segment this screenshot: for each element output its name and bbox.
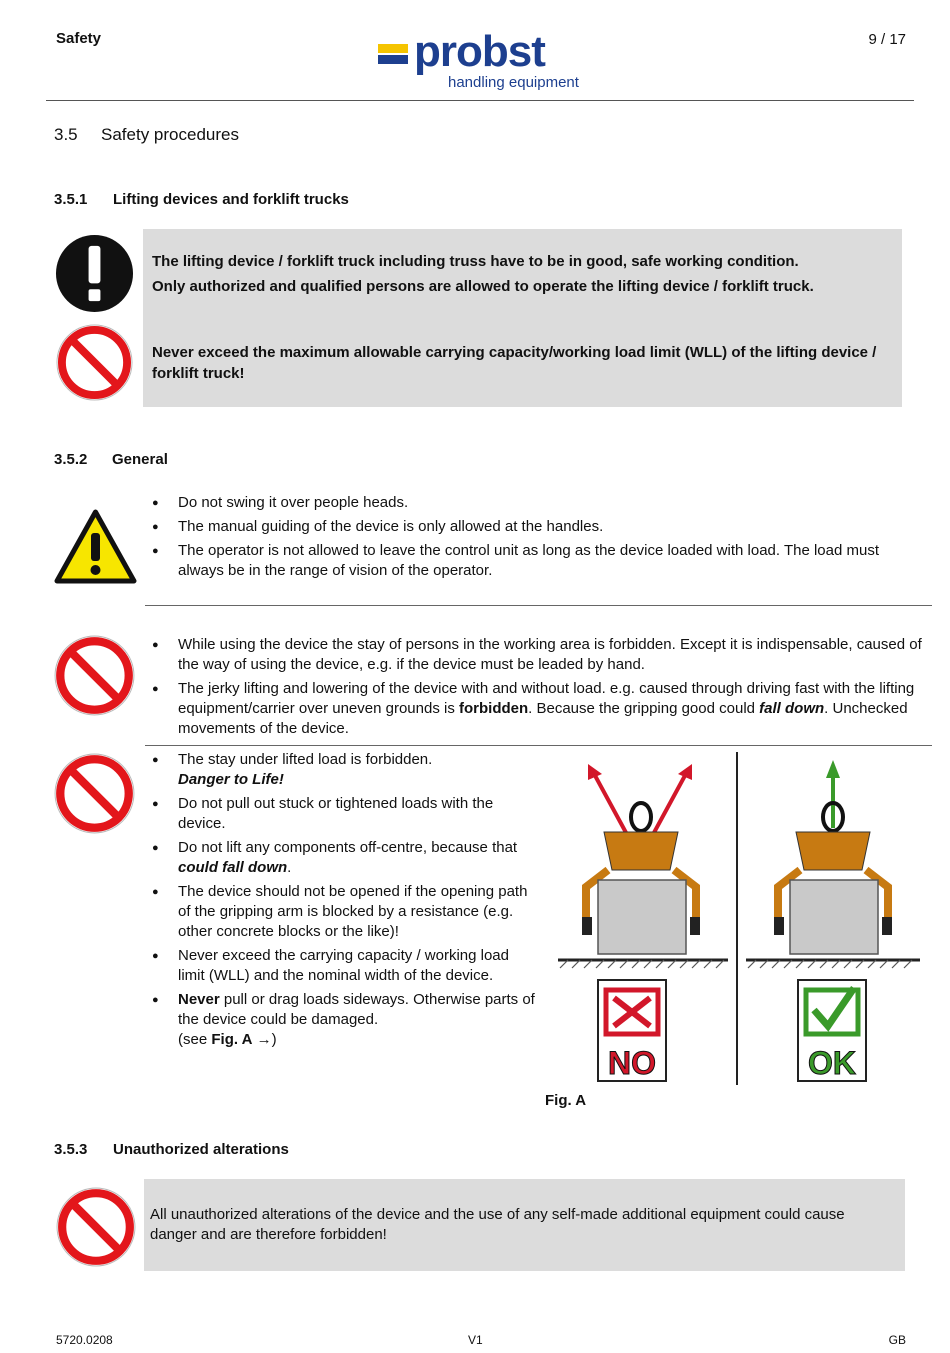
prohibition-icon [55, 1186, 137, 1268]
mandatory-exclamation-icon [55, 234, 134, 313]
warning-line-wll: Never exceed the maximum allowable carrying capacity/working load limit (WLL) of the lifting device / forklift truck! [152, 344, 877, 382]
fig-ok-label: OK [808, 1045, 856, 1081]
subsection-heading-3-5-3 [54, 1141, 289, 1158]
logo-yellow-bar [378, 44, 408, 53]
list-item: ● While using the device the stay of persons in the working area is forbidden. Except it is indispensable, caused of the way of using the device, e.g. if the device must be leaded by hand. [144, 635, 929, 675]
logo-blue-bar [378, 55, 408, 64]
prohibition-icon [53, 752, 136, 835]
bold-italic-could-fall-down: could fall down [178, 859, 288, 876]
danger-to-life: Danger to Life! [178, 771, 284, 788]
warning-box-alterations [144, 1179, 905, 1271]
warning-triangle-icon [54, 509, 137, 584]
bold-never: Never [178, 991, 220, 1008]
header-divider [46, 100, 914, 101]
fig-no-label: NO [608, 1045, 656, 1081]
subsection-title: General [112, 451, 168, 468]
subsection-number: 3.5.1 [54, 191, 88, 208]
text-span: The stay under lifted load is forbidden. [178, 751, 433, 768]
footer-doc-number: 5720.0208 [56, 1333, 113, 1347]
logo-subtitle: handling equipment [448, 74, 579, 91]
subsection-title: Lifting devices and forklift trucks [113, 191, 349, 208]
section-title: Safety procedures [101, 125, 239, 144]
figure-a-illustration [548, 752, 928, 1087]
warning-line-authorized: Only authorized and qualified persons are allowed to operate the lifting device / forklift truck. [152, 278, 814, 295]
list-item [144, 750, 536, 790]
text-span: . Because the gripping good could [528, 700, 760, 717]
probst-logo [378, 27, 590, 94]
list-item: ● The operator is not allowed to leave the control unit as long as the device loaded with load. The load must always be in the range of vision of the operator. [144, 541, 914, 581]
text-span: (see [178, 1031, 212, 1048]
list-item [144, 990, 536, 1050]
text-span: The jerky lifting and lowering of the device with and without load. e.g. caused through driving fast with the lifting equipment/carrier over uneven grounds is [178, 680, 915, 717]
fig-no-scene [558, 764, 728, 1081]
divider [145, 745, 932, 746]
warning-line-condition: The lifting device / forklift truck including truss have to be in good, safe working condition. [152, 253, 799, 270]
prohibition-icon [53, 634, 136, 717]
list-item: ● Never exceed the carrying capacity / working load limit (WLL) and the nominal width of the device. [144, 946, 536, 986]
list-item: ● The device should not be opened if the opening path of the gripping arm is blocked by a resistance (e.g. other concrete blocks or the like)! [144, 882, 536, 942]
list-item: ● Do not pull out stuck or tightened loads with the device. [144, 794, 536, 834]
header-section-title: Safety [56, 30, 102, 47]
general-list-1 [144, 493, 914, 585]
text-span: . Unchecked movements of the device. [178, 700, 908, 737]
list-item: ● Do not swing it over people heads. [144, 493, 914, 513]
footer-language: GB [888, 1333, 906, 1347]
prohibition-icon [55, 323, 134, 402]
page-number: 9 / 17 [868, 31, 906, 48]
text-span: pull or drag loads sideways. Otherwise parts of the device could be damaged. [178, 991, 535, 1028]
section-number: 3.5 [54, 125, 78, 144]
list-item [144, 679, 929, 739]
list-item [144, 838, 536, 878]
fig-reference: Fig. A [211, 1031, 253, 1048]
subsection-heading-3-5-1 [54, 191, 349, 208]
text-span: Do not lift any components off-centre, because that [178, 839, 518, 856]
arrow-reference: →) [252, 1031, 277, 1048]
subsection-number: 3.5.3 [54, 1141, 88, 1158]
divider [145, 605, 932, 606]
bold-forbidden: forbidden [459, 700, 529, 717]
bold-italic-fall-down: fall down [759, 700, 825, 717]
figure-caption: Fig. A [545, 1092, 587, 1109]
general-list-3 [144, 750, 536, 1054]
list-item: ● The manual guiding of the device is only allowed at the handles. [144, 517, 914, 537]
alterations-text: All unauthorized alterations of the device and the use of any self-made additional equipment could cause danger and are therefore forbidden! [150, 1206, 845, 1243]
text-span: . [287, 859, 292, 876]
subsection-title: Unauthorized alterations [113, 1141, 289, 1158]
section-heading-3-5 [54, 125, 239, 145]
warning-box-lifting [143, 229, 902, 407]
fig-ok-scene [746, 760, 920, 1081]
subsection-number: 3.5.2 [54, 451, 88, 468]
subsection-heading-3-5-2 [54, 451, 168, 468]
footer-version: V1 [468, 1333, 483, 1347]
logo-wordmark: probst [414, 27, 545, 76]
general-list-2 [144, 635, 929, 743]
